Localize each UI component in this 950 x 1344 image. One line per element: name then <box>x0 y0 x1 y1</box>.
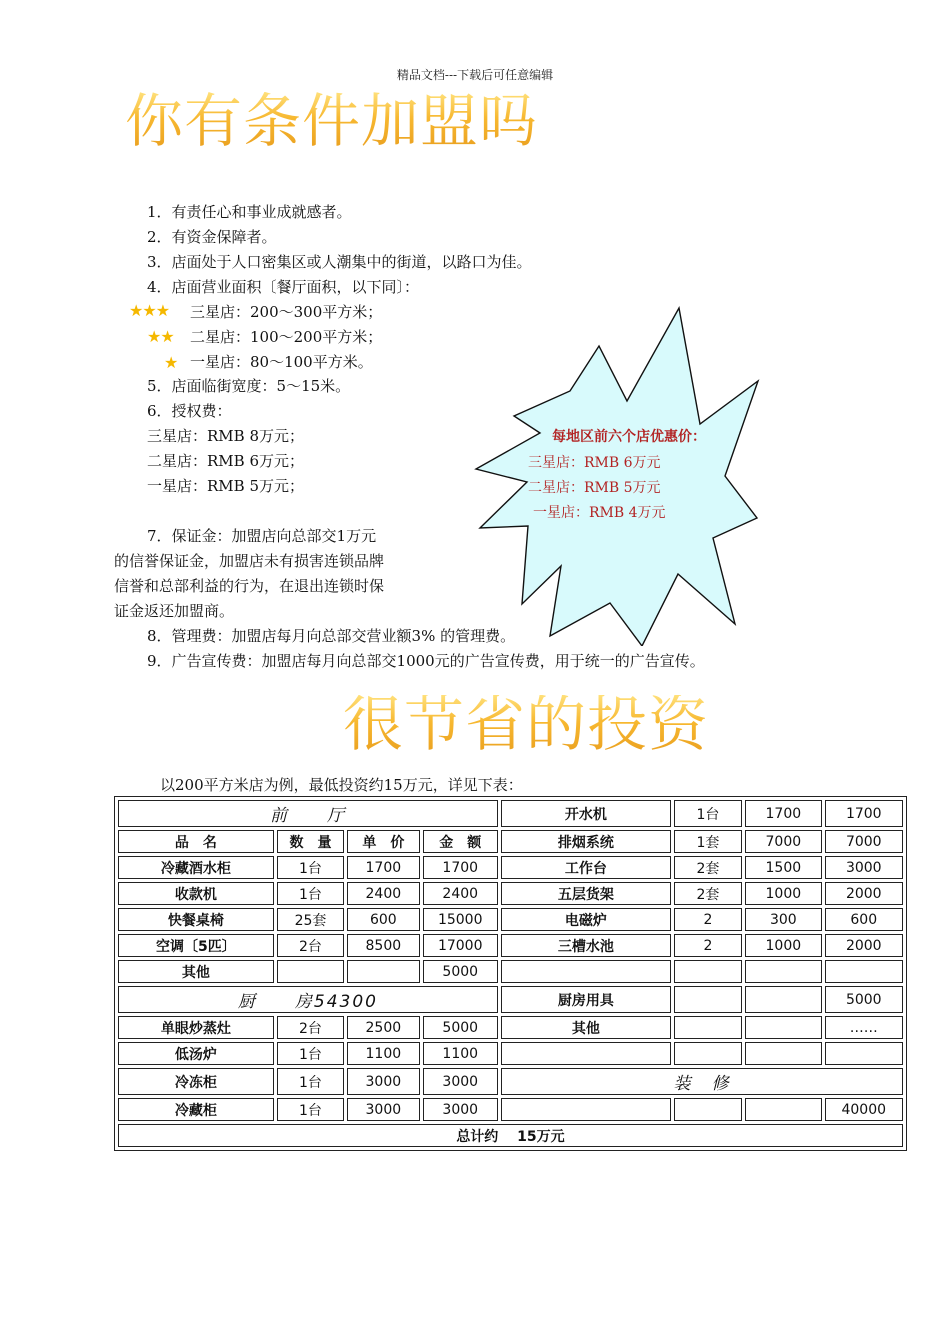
condition-4: 4．店面营业面积〔餐厅面积，以下同〕： <box>147 278 420 296</box>
promo-three-star: 三星店：RMB 6万元 <box>528 455 661 471</box>
table-cell <box>825 1042 903 1065</box>
three-star-area: 三星店：200～300平方米； <box>190 303 383 321</box>
table-cell <box>745 1098 821 1121</box>
table-cell: 1台 <box>277 1098 344 1121</box>
table-row <box>118 1016 903 1039</box>
advertising-fee: 9．广告宣传费：加盟店每月向总部交1000元的广告宣传费，用于统一的广告宣传。 <box>147 652 705 670</box>
deposit-line-1: 7．保证金：加盟店向总部交1万元 <box>147 527 377 545</box>
table-cell: 600 <box>347 908 419 931</box>
table-cell <box>347 960 419 983</box>
license-fee-three: 三星店：RMB 8万元； <box>147 427 304 445</box>
table-cell: 2 <box>674 934 742 957</box>
header-note: 精品文档---下载后可任意编辑 <box>396 68 554 82</box>
table-cell: 2台 <box>277 934 344 957</box>
table-cell: 1台 <box>277 1042 344 1065</box>
table-cell: 1100 <box>423 1042 498 1065</box>
table-cell: 1000 <box>745 882 821 905</box>
column-header-amount: 金 额 <box>423 830 498 853</box>
table-cell: 三槽水池 <box>501 934 671 957</box>
table-cell: 1500 <box>745 856 821 879</box>
table-row <box>118 934 903 957</box>
table-row <box>118 960 903 983</box>
table-cell: 1700 <box>347 856 419 879</box>
license-fee-one: 一星店：RMB 5万元； <box>147 477 304 495</box>
decoration-header: 装 修 <box>501 1068 903 1095</box>
condition-1: 1．有责任心和事业成就感者。 <box>147 203 352 221</box>
table-cell: 收款机 <box>118 882 274 905</box>
management-fee: 8．管理费：加盟店每月向总部交营业额3% 的管理费。 <box>147 627 516 645</box>
table-cell <box>501 1098 671 1121</box>
table-cell: …… <box>825 1016 903 1039</box>
promo-starburst <box>470 306 760 646</box>
table-row <box>118 1124 903 1147</box>
table-cell: 2400 <box>423 882 498 905</box>
table-cell: 2套 <box>674 856 742 879</box>
two-star-icon: ★★ <box>147 327 174 346</box>
promo-title: 每地区前六个店优惠价： <box>552 429 706 445</box>
promo-one-star: 一星店：RMB 4万元 <box>533 505 666 521</box>
condition-3: 3．店面处于人口密集区或人潮集中的街道，以路口为佳。 <box>147 253 532 271</box>
table-cell <box>674 1098 742 1121</box>
table-cell: 8500 <box>347 934 419 957</box>
table-cell: 1700 <box>825 800 903 827</box>
table-cell: 2400 <box>347 882 419 905</box>
table-row <box>118 882 903 905</box>
table-cell: 3000 <box>423 1098 498 1121</box>
column-header-qty: 数 量 <box>277 830 344 853</box>
table-cell <box>674 960 742 983</box>
column-header-name: 品 名 <box>118 830 274 853</box>
deposit-line-2: 的信誉保证金，加盟店未有损害连锁品牌 <box>114 552 385 570</box>
table-cell: 3000 <box>825 856 903 879</box>
total-cell: 总计约 15万元 <box>118 1124 903 1147</box>
table-cell <box>277 960 344 983</box>
promo-two-star: 二星店：RMB 5万元 <box>528 480 661 496</box>
table-row <box>118 1042 903 1065</box>
table-cell: 电磁炉 <box>501 908 671 931</box>
three-star-icon: ★★★ <box>129 301 170 320</box>
one-star-icon: ★ <box>164 353 178 372</box>
table-row <box>118 856 903 879</box>
table-cell: 2台 <box>277 1016 344 1039</box>
table-cell: 3000 <box>423 1068 498 1095</box>
table-cell: 冷藏酒水柜 <box>118 856 274 879</box>
front-hall-header: 前 厅 <box>118 800 498 827</box>
table-cell: 3000 <box>347 1098 419 1121</box>
table-cell: 冷藏柜 <box>118 1098 274 1121</box>
deposit-line-4: 证金返还加盟商。 <box>114 602 235 620</box>
table-cell: 其他 <box>118 960 274 983</box>
condition-2: 2．有资金保障者。 <box>147 228 277 246</box>
one-star-area: 一星店：80～100平方米。 <box>190 353 373 371</box>
table-cell: 其他 <box>501 1016 671 1039</box>
table-cell: 1台 <box>277 856 344 879</box>
table-cell: 开水机 <box>501 800 671 827</box>
franchise-title: 你有条件加盟吗 <box>125 87 539 155</box>
table-cell: 1台 <box>277 882 344 905</box>
table-cell: 1台 <box>277 1068 344 1095</box>
table-cell: 厨房用具 <box>501 986 671 1013</box>
table-cell: 2000 <box>825 882 903 905</box>
investment-intro: 以200平方米店为例，最低投资约15万元，详见下表： <box>160 776 523 794</box>
table-cell <box>745 1042 821 1065</box>
column-header-unit-price: 单 价 <box>347 830 419 853</box>
table-cell: 40000 <box>825 1098 903 1121</box>
table-cell: 1700 <box>745 800 821 827</box>
table-cell <box>501 1042 671 1065</box>
license-fee-two: 二星店：RMB 6万元； <box>147 452 304 470</box>
table-cell: 五层货架 <box>501 882 671 905</box>
table-cell <box>674 1016 742 1039</box>
table-cell: 25套 <box>277 908 344 931</box>
table-cell <box>745 960 821 983</box>
deposit-line-3: 信誉和总部利益的行为，在退出连锁时保 <box>114 577 385 595</box>
table-cell <box>745 986 821 1013</box>
table-cell: 排烟系统 <box>501 830 671 853</box>
table-cell: 2 <box>674 908 742 931</box>
table-cell: 1台 <box>674 800 742 827</box>
table-cell: 300 <box>745 908 821 931</box>
table-cell: 空调〔5匹〕 <box>118 934 274 957</box>
table-cell: 5000 <box>423 1016 498 1039</box>
investment-table <box>114 796 907 1151</box>
table-cell: 600 <box>825 908 903 931</box>
table-row <box>118 1098 903 1121</box>
license-fee-title: 6．授权费： <box>147 402 232 420</box>
table-cell: 15000 <box>423 908 498 931</box>
table-cell: 2000 <box>825 934 903 957</box>
frontage-width: 5．店面临街宽度：5～15米。 <box>147 377 351 395</box>
table-cell: 5000 <box>825 986 903 1013</box>
table-cell: 冷冻柜 <box>118 1068 274 1095</box>
table-row <box>118 986 903 1013</box>
table-cell <box>674 1042 742 1065</box>
table-cell: 7000 <box>745 830 821 853</box>
table-cell: 快餐桌椅 <box>118 908 274 931</box>
table-cell: 2套 <box>674 882 742 905</box>
table-cell: 5000 <box>423 960 498 983</box>
table-cell <box>501 960 671 983</box>
table-cell <box>745 1016 821 1039</box>
table-row <box>118 908 903 931</box>
table-row <box>118 1068 903 1095</box>
table-cell: 2500 <box>347 1016 419 1039</box>
table-cell: 7000 <box>825 830 903 853</box>
kitchen-header: 厨 房54300 <box>118 986 498 1013</box>
table-cell <box>674 986 742 1013</box>
two-star-area: 二星店：100～200平方米； <box>190 328 383 346</box>
table-cell: 1套 <box>674 830 742 853</box>
table-cell: 1100 <box>347 1042 419 1065</box>
table-cell: 17000 <box>423 934 498 957</box>
table-cell: 1700 <box>423 856 498 879</box>
table-cell: 3000 <box>347 1068 419 1095</box>
table-cell: 工作台 <box>501 856 671 879</box>
table-cell: 1000 <box>745 934 821 957</box>
table-row <box>118 830 903 853</box>
table-cell: 低汤炉 <box>118 1042 274 1065</box>
table-cell <box>825 960 903 983</box>
table-cell: 单眼炒蒸灶 <box>118 1016 274 1039</box>
investment-title: 很节省的投资 <box>343 690 709 760</box>
table-row <box>118 800 903 827</box>
